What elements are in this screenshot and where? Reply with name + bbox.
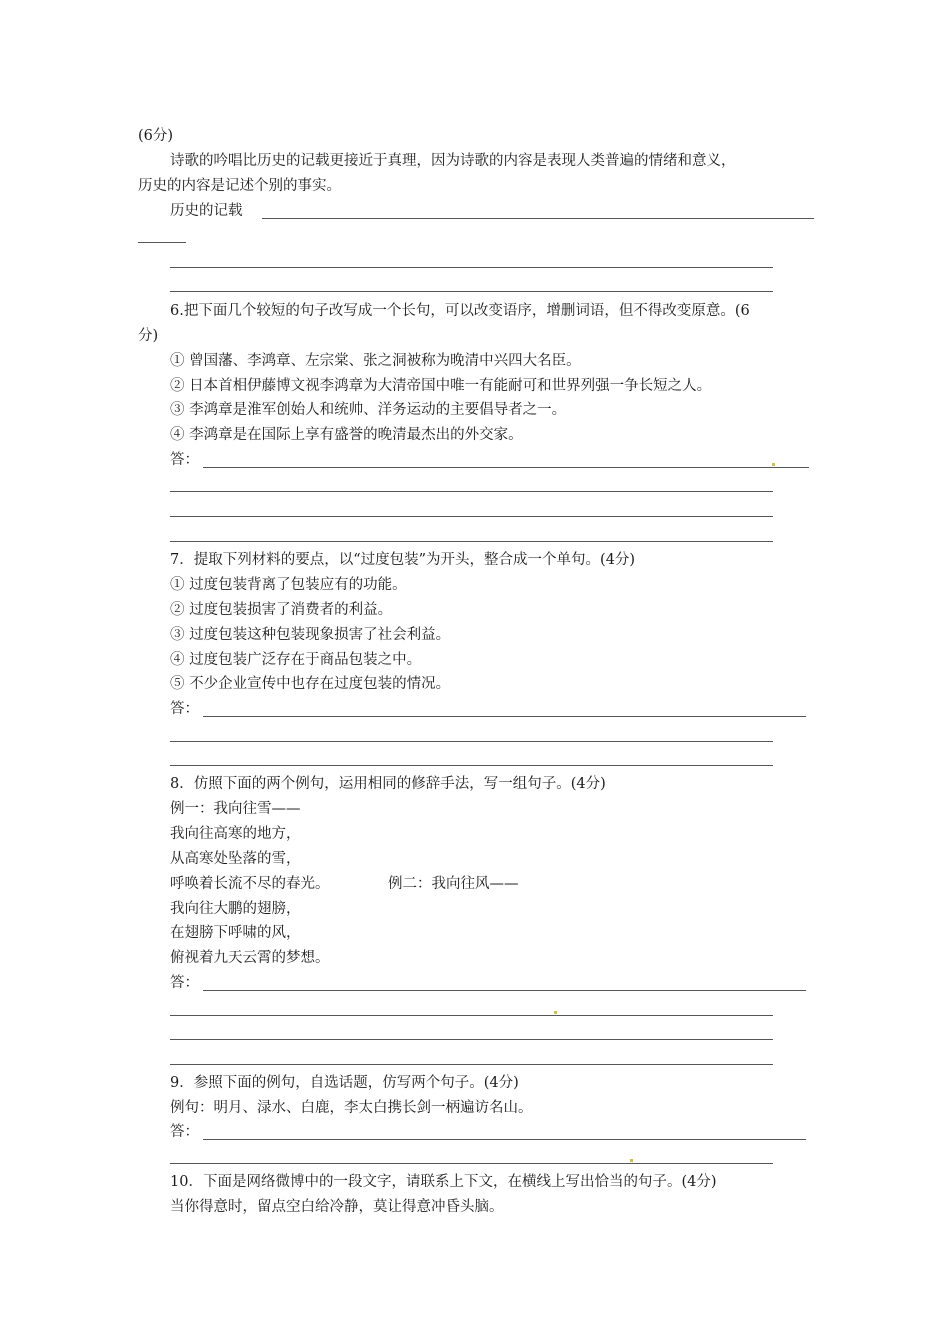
q6-answer-line[interactable]: [203, 467, 809, 468]
q8-answer-line[interactable]: [170, 1015, 773, 1016]
q8-answer-label: 答：: [170, 975, 199, 991]
q6-answer-line[interactable]: [170, 541, 773, 542]
q8-example1-title: 例一：我向往雪——: [170, 801, 301, 817]
scan-mark: [630, 1159, 633, 1162]
q6-answer-line[interactable]: [170, 516, 773, 517]
q7-answer-line[interactable]: [170, 765, 773, 766]
q7-prompt: 7．提取下列材料的要点，以“过度包装”为开头，整合成一个单句。(4分): [170, 552, 636, 568]
q7-answer-label: 答：: [170, 701, 199, 717]
q7-answer-line[interactable]: [203, 716, 806, 717]
q5-answer-line[interactable]: [138, 242, 186, 243]
q6-item: ① 曾国藩、李鸿章、左宗棠、张之洞被称为晚清中兴四大名臣。: [170, 353, 581, 369]
q8-example1-line: 呼唤着长流不尽的春光。: [170, 876, 330, 892]
q8-example2-line: 我向往大鹏的翅膀，: [170, 901, 301, 917]
q6-prompt-line1: 6.把下面几个较短的句子改写成一个长句，可以改变语序，增删词语，但不得改变原意。(6: [170, 303, 750, 319]
q6-answer-label: 答：: [170, 452, 199, 468]
q8-answer-line[interactable]: [203, 990, 806, 991]
q7-answer-line[interactable]: [170, 741, 773, 742]
q8-answer-line[interactable]: [170, 1039, 773, 1040]
q8-prompt: 8．仿照下面的两个例句，运用相同的修辞手法，写一组句子。(4分): [170, 776, 606, 792]
scan-mark: [772, 463, 775, 466]
q8-example2-line: 俯视着九天云霄的梦想。: [170, 950, 330, 966]
q9-prompt: 9．参照下面的例句，自选话题，仿写两个句子。(4分): [170, 1075, 519, 1091]
q7-item: ② 过度包装损害了消费者的利益。: [170, 602, 393, 618]
q9-example: 例句：明月、渌水、白鹿，李太白携长剑一柄遍访名山。: [170, 1100, 533, 1116]
q8-example2-title: 例二：我向往风——: [388, 876, 519, 892]
q5-answer-line[interactable]: [170, 291, 773, 292]
q5-paragraph-line1: 诗歌的吟唱比历史的记载更接近于真理，因为诗歌的内容是表现人类普遍的情绪和意义，: [170, 153, 736, 169]
q6-item: ③ 李鸿章是淮军创始人和统帅、洋务运动的主要倡导者之一。: [170, 402, 567, 418]
q5-answer-line[interactable]: [262, 218, 814, 219]
q7-item: ① 过度包装背离了包装应有的功能。: [170, 577, 407, 593]
q6-item: ② 日本首相伊藤博文视李鸿章为大清帝国中唯一有能耐可和世界列强一争长短之人。: [170, 378, 712, 394]
q5-score: (6分): [138, 128, 174, 144]
q10-prompt: 10．下面是网络微博中的一段文字，请联系上下文，在横线上写出恰当的句子。(4分): [170, 1174, 717, 1190]
q8-example1-line: 从高寒处坠落的雪，: [170, 851, 301, 867]
q5-answer-prefix: 历史的记载: [170, 203, 243, 219]
q7-item: ③ 过度包装这种包装现象损害了社会利益。: [170, 627, 451, 643]
q9-answer-line[interactable]: [170, 1163, 773, 1164]
q9-answer-line[interactable]: [203, 1139, 806, 1140]
q5-answer-line[interactable]: [170, 267, 773, 268]
q7-item: ④ 过度包装广泛存在于商品包装之中。: [170, 652, 422, 668]
q10-text: 当你得意时，留点空白给冷静，莫让得意冲昏头脑。: [170, 1199, 504, 1215]
q9-answer-label: 答：: [170, 1124, 199, 1140]
q6-answer-line[interactable]: [170, 491, 773, 492]
q8-example1-line: 我向往高寒的地方，: [170, 826, 301, 842]
q7-item: ⑤ 不少企业宣传中也存在过度包装的情况。: [170, 676, 451, 692]
scan-mark: [554, 1011, 557, 1014]
q6-item: ④ 李鸿章是在国际上享有盛誉的晚清最杰出的外交家。: [170, 427, 523, 443]
q8-example2-line: 在翅膀下呼啸的风，: [170, 925, 301, 941]
q5-paragraph-line2: 历史的内容是记述个别的事实。: [138, 178, 341, 194]
q6-prompt-line2: 分): [138, 328, 159, 344]
q8-answer-line[interactable]: [170, 1064, 773, 1065]
